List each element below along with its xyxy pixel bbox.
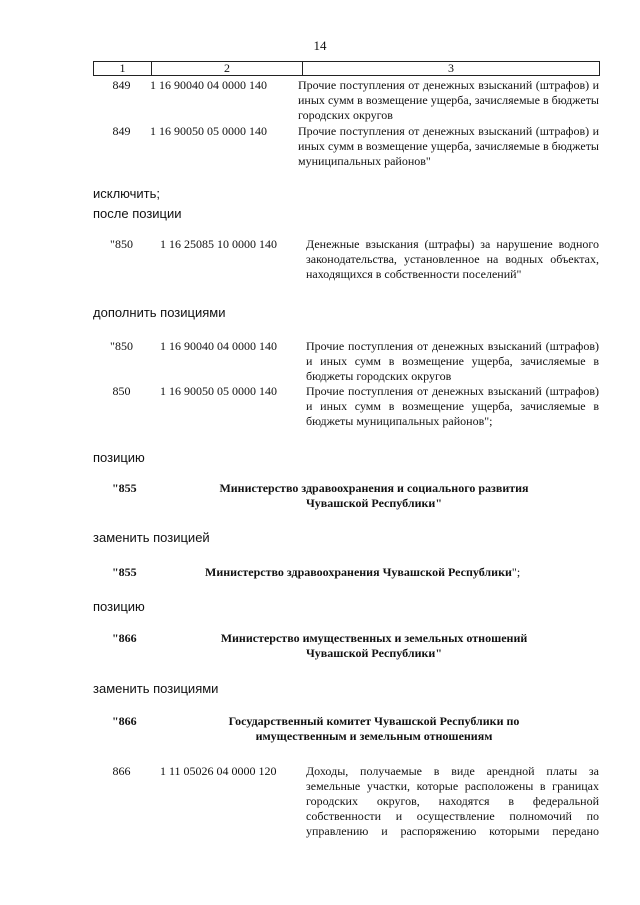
row-description: Денежные взыскания (штрафы) за нарушение водного законодательства, установленное на водных объектах, находящихся в собственности поселений" bbox=[306, 237, 599, 281]
row-code: 849 bbox=[112, 124, 131, 138]
table-row bbox=[93, 384, 600, 429]
instruction-exclude: исключить; bbox=[93, 186, 161, 201]
ministry-code: "855 bbox=[112, 565, 137, 579]
row-kbk: 1 16 90050 05 0000 140 bbox=[150, 124, 267, 138]
ministry-name-line bbox=[205, 565, 520, 580]
ministry-name-line-1: Министерство имущественных и земельных отношений bbox=[220, 631, 528, 645]
ministry-name: Министерство здравоохранения Чувашской Республики bbox=[205, 565, 512, 579]
column-header-3: 3 bbox=[303, 62, 600, 76]
column-header-1: 1 bbox=[94, 62, 152, 76]
ministry-name-line-2: Чувашской Республики" bbox=[306, 496, 442, 510]
page-number: 14 bbox=[313, 38, 327, 53]
column-header-2: 2 bbox=[152, 62, 303, 76]
column-header-row bbox=[94, 62, 600, 76]
row-kbk: 1 16 90040 04 0000 140 bbox=[160, 339, 277, 353]
row-description: Прочие поступления от денежных взысканий (штрафов) и иных сумм в возмещение ущерба, зачисляемые в бюджеты муниципальных районов"; bbox=[306, 384, 599, 428]
row-description: Доходы, получаемые в виде арендной платы за земельные участки, которые расположены в границах городских округов, находятся в федеральной собственности и осуществление полномочий по управлению и распоряжению которыми передано bbox=[306, 764, 599, 838]
ministry-name-line-2: имущественным и земельным отношениям bbox=[255, 729, 493, 743]
row-code: "850 bbox=[110, 237, 133, 251]
row-kbk: 1 16 90040 04 0000 140 bbox=[150, 78, 267, 92]
instruction-after: после позиции bbox=[93, 206, 182, 221]
row-kbk: 1 16 25085 10 0000 140 bbox=[160, 237, 277, 251]
column-header-table bbox=[93, 61, 600, 76]
row-code: 850 bbox=[112, 384, 131, 398]
ministry-name-line-1: Государственный комитет Чувашской Республики по bbox=[228, 714, 520, 728]
instruction-position-2: позицию bbox=[93, 599, 145, 614]
instruction-replace-position: заменить позицией bbox=[93, 530, 210, 545]
table-row bbox=[93, 339, 600, 384]
ministry-name-tail: "; bbox=[511, 565, 521, 579]
row-description: Прочие поступления от денежных взысканий (штрафов) и иных сумм в возмещение ущерба, зачисляемые в бюджеты городских округов bbox=[298, 78, 599, 122]
row-kbk: 1 16 90050 05 0000 140 bbox=[160, 384, 277, 398]
row-code: 849 bbox=[112, 78, 131, 92]
ministry-name-line-1: Министерство здравоохранения и социального развития bbox=[219, 481, 529, 495]
table-row bbox=[93, 237, 600, 282]
row-code: "850 bbox=[110, 339, 133, 353]
table-row bbox=[93, 124, 600, 169]
row-kbk: 1 11 05026 04 0000 120 bbox=[160, 764, 277, 778]
table-row bbox=[93, 764, 600, 864]
table-row bbox=[93, 78, 600, 123]
row-code: 866 bbox=[112, 764, 131, 778]
instruction-replace-positions: заменить позициями bbox=[93, 681, 219, 696]
instruction-add: дополнить позициями bbox=[93, 305, 226, 320]
ministry-code: "855 bbox=[112, 481, 137, 495]
row-description: Прочие поступления от денежных взысканий (штрафов) и иных сумм в возмещение ущерба, зачисляемые в бюджеты муниципальных районов" bbox=[298, 124, 599, 168]
ministry-code: "866 bbox=[112, 714, 137, 728]
ministry-name-line-2: Чувашской Республики" bbox=[306, 646, 442, 660]
ministry-code: "866 bbox=[112, 631, 137, 645]
instruction-position-1: позицию bbox=[93, 450, 145, 465]
row-description: Прочие поступления от денежных взысканий (штрафов) и иных сумм в возмещение ущерба, зачисляемые в бюджеты городских округов bbox=[306, 339, 599, 383]
